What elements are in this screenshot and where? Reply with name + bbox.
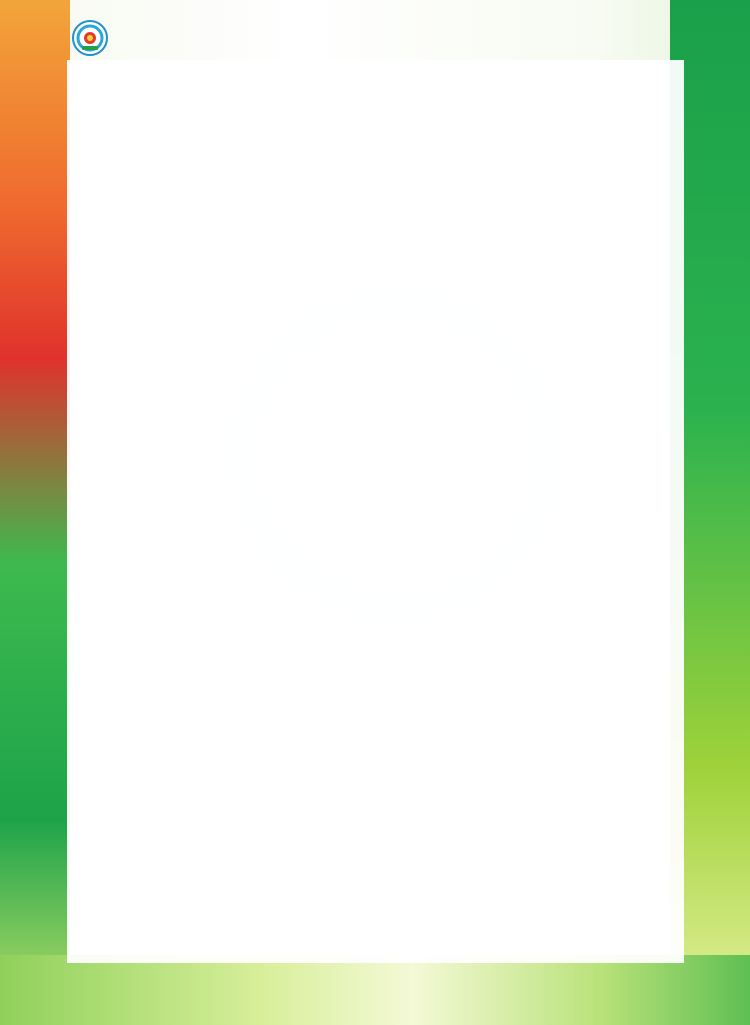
content-panel — [67, 60, 684, 963]
institution-logo-icon — [72, 20, 108, 56]
background-top-band — [0, 0, 750, 60]
background-bottom-band — [0, 955, 750, 1025]
background-left-strip — [0, 0, 70, 1025]
